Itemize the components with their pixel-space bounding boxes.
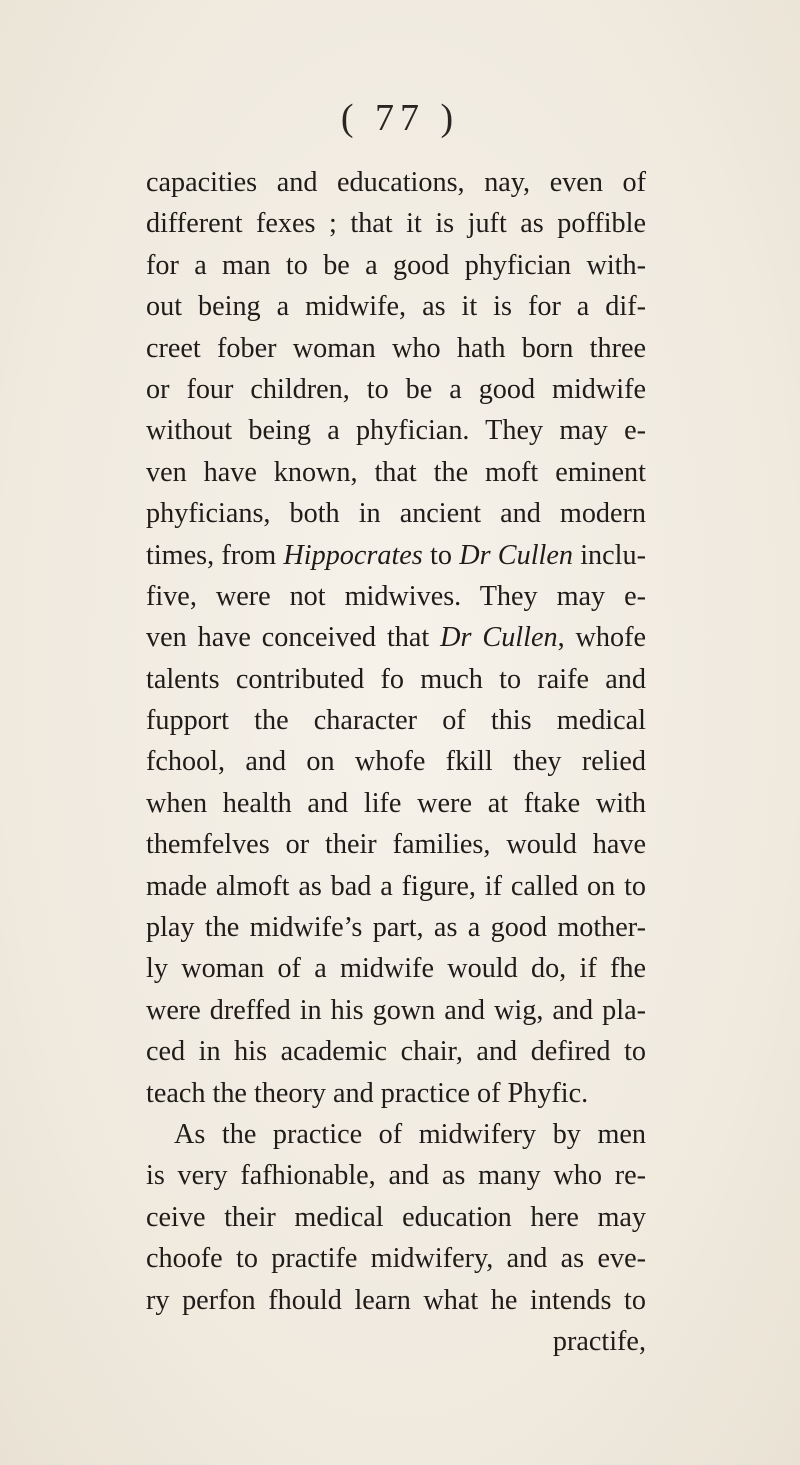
text-segment: teach the theory and practice of Phyfic.: [146, 1077, 589, 1109]
text-line: [146, 617, 646, 658]
text-segment: inclu-: [572, 539, 646, 571]
italic-name: Hippocrates: [283, 539, 423, 571]
text-line: [146, 1114, 646, 1155]
text-segment: ly woman of a midwife would do, if fhe: [146, 953, 646, 985]
text-line: [146, 1280, 646, 1321]
text-line: [146, 1073, 646, 1114]
text-segment: themfelves or their families, would have: [146, 829, 646, 861]
text-segment: to: [422, 539, 460, 571]
text-segment: As the practice of midwifery by men: [174, 1118, 646, 1150]
text-segment: without being a phyfician. They may e-: [146, 415, 646, 447]
text-line: [146, 535, 646, 576]
text-line: [146, 286, 646, 327]
text-segment: , whofe: [557, 622, 646, 654]
text-segment: ven have conceived that: [146, 622, 441, 654]
text-segment: practife,: [552, 1325, 646, 1357]
text-line: [146, 493, 646, 534]
text-segment: times, from: [146, 539, 284, 571]
text-line: [146, 410, 646, 451]
text-line: [146, 741, 646, 782]
text-line: [146, 866, 646, 907]
text-line: [146, 948, 646, 989]
body-text: [146, 162, 646, 1362]
text-line: [146, 369, 646, 410]
text-segment: ven have known, that the moft eminent: [146, 456, 646, 488]
text-line: [146, 1197, 646, 1238]
text-segment: play the midwife’s part, as a good mother-: [146, 912, 646, 944]
text-segment: when health and life were at ftake with: [146, 787, 646, 819]
text-line: [146, 907, 646, 948]
text-line: [146, 328, 646, 369]
text-segment: or four children, to be a good midwife: [146, 373, 646, 405]
text-segment: choofe to practife midwifery, and as eve-: [146, 1243, 646, 1275]
text-segment: ry perfon fhould learn what he intends to: [146, 1284, 646, 1316]
text-segment: creet fober woman who hath born three: [146, 332, 646, 364]
text-segment: made almoft as bad a figure, if called on to: [146, 870, 646, 902]
text-segment: talents contributed fo much to raife and: [146, 663, 646, 695]
text-segment: ceive their medical education here may: [146, 1201, 646, 1233]
text-segment: capacities and educations, nay, even of: [146, 167, 646, 198]
text-line: [146, 1238, 646, 1279]
text-line: [146, 1155, 646, 1196]
text-line: [146, 659, 646, 700]
text-line: [146, 700, 646, 741]
text-segment: for a man to be a good phyfician with-: [146, 249, 646, 281]
text-line: [146, 824, 646, 865]
text-line: [146, 245, 646, 286]
text-line: [146, 1031, 646, 1072]
italic-name: Dr Cullen: [440, 622, 558, 654]
text-segment: fupport the character of this medical: [146, 705, 646, 737]
text-segment: phyficians, both in ancient and modern: [146, 498, 646, 530]
text-segment: ced in his academic chair, and defired to: [146, 1036, 646, 1068]
text-line: [146, 162, 646, 203]
text-segment: fchool, and on whofe fkill they relied: [146, 746, 646, 778]
page-number: ( 77 ): [340, 97, 460, 139]
text-line: [146, 783, 646, 824]
text-line: [146, 1321, 646, 1362]
text-line: [146, 452, 646, 493]
text-line: [146, 990, 646, 1031]
text-segment: were dreffed in his gown and wig, and pla-: [146, 994, 646, 1026]
text-segment: out being a midwife, as it is for a dif-: [146, 291, 646, 323]
text-segment: different fexes ; that it is juft as poffible: [146, 208, 646, 240]
text-segment: is very fafhionable, and as many who re-: [146, 1160, 646, 1192]
text-segment: five, were not midwives. They may e-: [146, 580, 646, 612]
text-line: [146, 576, 646, 617]
text-line: [146, 203, 646, 244]
italic-name: Dr Cullen: [459, 539, 573, 571]
